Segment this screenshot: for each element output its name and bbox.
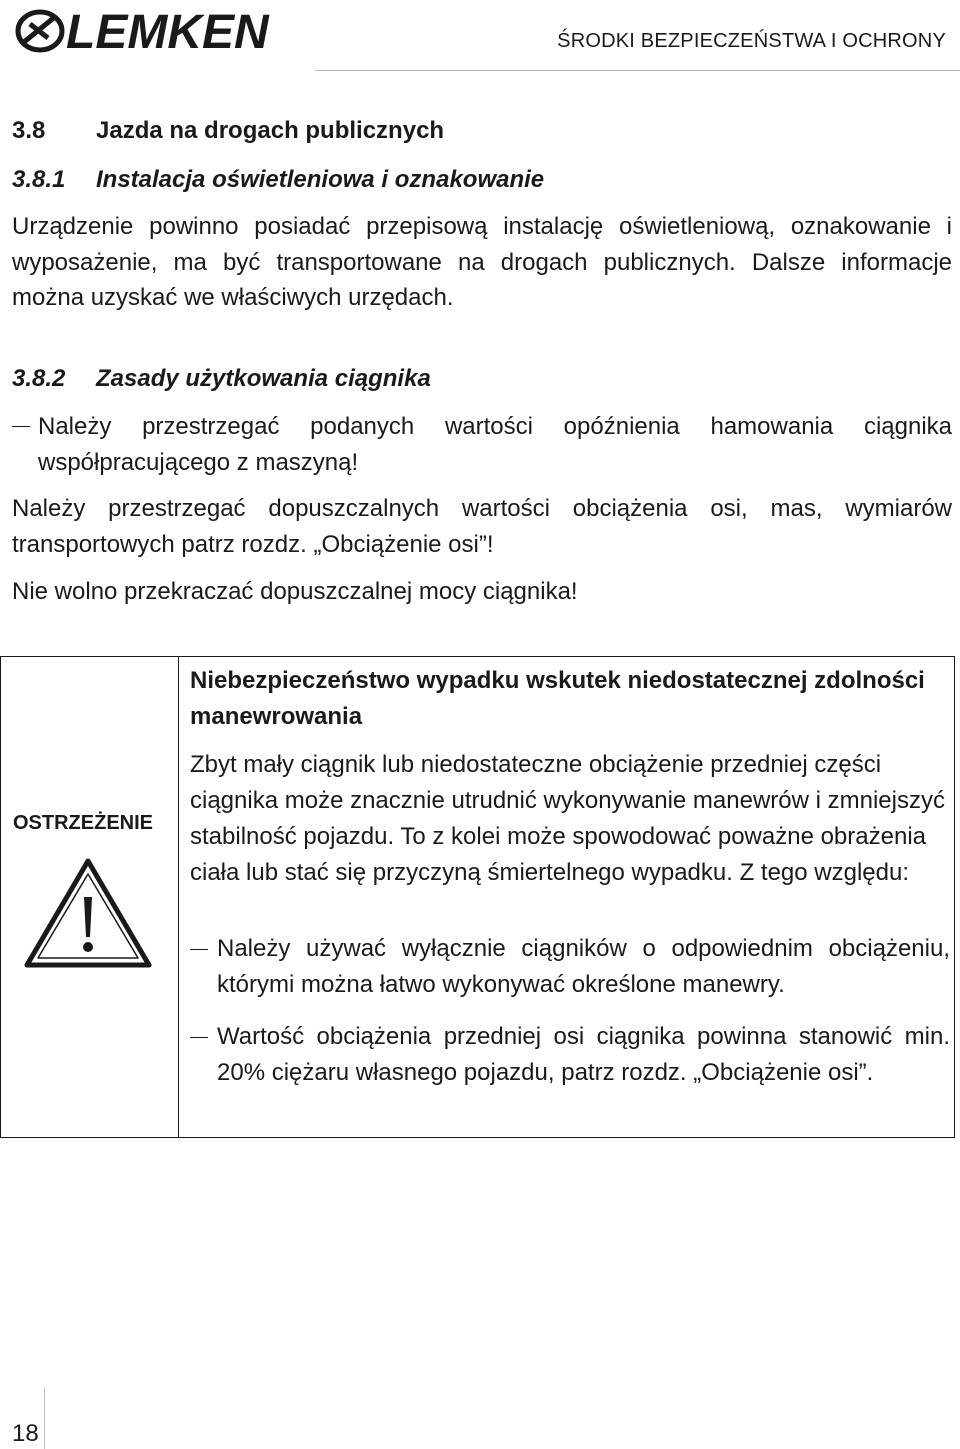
lighting-paragraph: Urządzenie powinno posiadać przepisową instalację oświetleniową, oznakowanie i wyposażenie, ma być transportowane na drogach publicznych. Dalsze informacje można uzyskać we właściwych urzędach. xyxy=(12,213,952,311)
warning-body: Zbyt mały ciągnik lub niedostateczne obciążenie przedniej części ciągnika może znacznie utrudnić wykonywanie manewrów i zmniejszyć stabilność pojazdu. To z kolei może spowodować poważne obrażenia ciała lub stać się przyczyną śmiertelnego wypadku. Z tego względu: xyxy=(190,751,945,886)
footer-rule xyxy=(44,1388,45,1449)
section-heading xyxy=(12,117,444,145)
page-header xyxy=(0,0,960,72)
page-number: 18 xyxy=(12,1420,39,1447)
warning-divider xyxy=(178,657,179,1137)
list-item-text: Należy przestrzegać podanych wartości opóźnienia hamowania ciągnika współpracującego z maszyną! xyxy=(38,413,952,476)
section-number: 3.8 xyxy=(12,117,46,144)
dash-bullet xyxy=(190,1037,208,1038)
subsection-number: 3.8.1 xyxy=(12,166,66,193)
warning-list-item xyxy=(190,931,950,1003)
list-item-text: Należy używać wyłącznie ciągników o odpowiednim obciążeniu, którymi można łatwo wykonywać określone manewry. xyxy=(217,935,950,998)
warning-triangle-icon xyxy=(23,857,153,969)
dash-bullet xyxy=(12,426,30,427)
subsection-number: 3.8.2 xyxy=(12,365,66,392)
warning-label: OSTRZEŻENIE xyxy=(13,812,154,834)
subsection-title: Instalacja oświetleniowa i oznakowanie xyxy=(96,166,545,193)
header-rule xyxy=(315,70,960,71)
svg-text:LEMKEN: LEMKEN xyxy=(66,6,269,59)
section-title: Jazda na drogach publicznych xyxy=(96,117,445,144)
warning-list-item xyxy=(190,1019,950,1091)
list-item-text: Wartość obciążenia przedniej osi ciągnika powinna stanowić min. 20% ciężaru własnego pojazdu, patrz rozdz. „Obciążenie osi”. xyxy=(217,1023,950,1086)
header-title: ŚRODKI BEZPIECZEŃSTWA I OCHRONY xyxy=(557,30,946,52)
subsection-heading-1 xyxy=(12,166,544,194)
subsection-heading-2 xyxy=(12,365,431,393)
warning-title: Niebezpieczeństwo wypadku wskutek niedostatecznej zdolności manewrowania xyxy=(190,667,925,730)
subsection-title: Zasady użytkowania ciągnika xyxy=(96,365,431,392)
power-paragraph: Nie wolno przekraczać dopuszczalnej mocy ciągnika! xyxy=(12,578,578,605)
lemken-logo xyxy=(10,2,300,60)
list-item xyxy=(12,409,952,480)
dash-bullet xyxy=(190,949,208,950)
warning-box xyxy=(0,656,955,1138)
axle-load-paragraph: Należy przestrzegać dopuszczalnych wartości obciążenia osi, mas, wymiarów transportowych patrz rozdz. „Obciążenie osi”! xyxy=(12,495,952,558)
